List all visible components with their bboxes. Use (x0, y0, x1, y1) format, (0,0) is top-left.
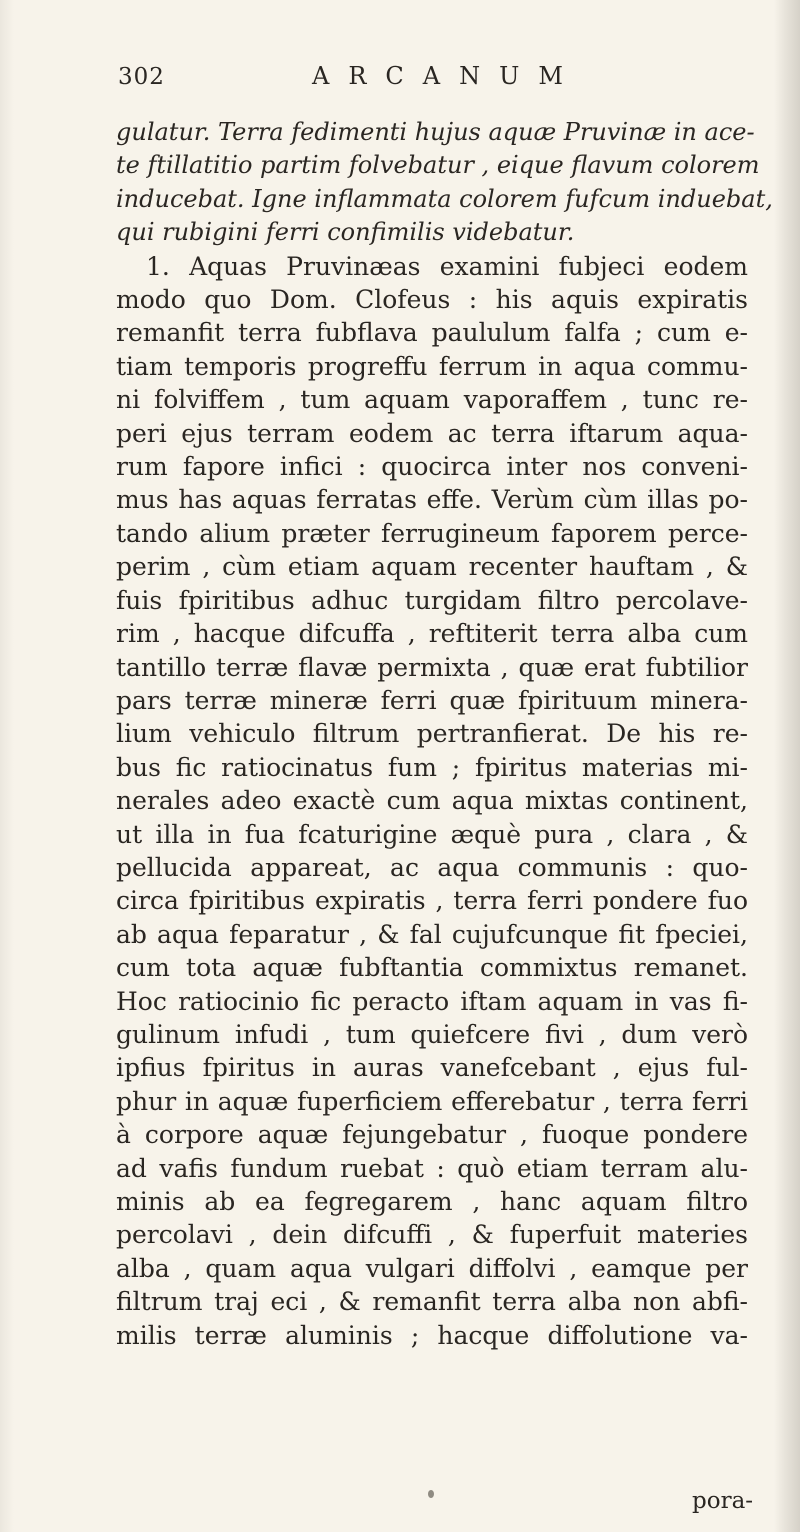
page-number: 302 (118, 64, 165, 90)
paragraph-start-line: 1. Aquas Pruvinæas examini fubjeci eodem (146, 251, 748, 281)
text-line: Hoc ratiocinio fic peracto iftam aquam in vas fi- (116, 986, 748, 1016)
ink-speck (428, 1490, 434, 1498)
text-line: te ftillatitio partim folvebatur , eique flavum colorem (116, 151, 760, 180)
page-left-edge-shadow (0, 0, 14, 1532)
text-line: modo quo Dom. Clofeus : his aquis expiratis (116, 285, 748, 315)
text-line: tiam temporis progreffu ferrum in aqua commu- (116, 351, 748, 381)
text-line: bus fic ratiocinatus fum ; fpiritus materias mi- (116, 752, 748, 782)
text-line: tantillo terræ flavæ permixta , quæ erat fubtilior (116, 652, 748, 682)
text-line: perim , cùm etiam aquam recenter hauftam , & (116, 552, 748, 582)
text-line: ad vafis fundum ruebat : quò etiam terram alu- (116, 1153, 748, 1183)
body-text (116, 116, 773, 1352)
text-line: ni folviffem , tum aquam vaporaffem , tunc re- (116, 385, 748, 415)
page-right-edge-shadow (774, 0, 800, 1532)
text-line: minis ab ea fegregarem , hanc aquam filtro (116, 1187, 748, 1216)
text-line: pars terræ mineræ ferri quæ fpirituum minera- (116, 685, 748, 715)
text-line: cum tota aquæ fubftantia commixtus remanet. (116, 953, 748, 983)
text-line: qui rubigini ferri confimilis videbatur. (116, 218, 575, 247)
text-line: rum fapore infici : quocirca inter nos conveni- (116, 452, 748, 482)
text-line: filtrum traj eci , & remanfit terra alba non abfi- (116, 1287, 748, 1317)
text-line: nerales adeo exactè cum aqua mixtas continent, (116, 786, 748, 816)
text-line: ut illa in fua fcaturigine æquè pura , clara , & (116, 819, 748, 849)
text-line: rim , hacque difcuffa , reftiterit terra alba cum (116, 619, 748, 649)
text-line: gulinum infudi , tum quiefcere fivi , dum verò (116, 1019, 748, 1049)
catchword: pora- (692, 1488, 754, 1514)
text-line: percolavi , dein difcuffi , & fuperfuit materies (116, 1220, 748, 1250)
text-line: circa fpiritibus expiratis , terra ferri pondere fuo (116, 886, 748, 916)
text-line: pellucida appareat, ac aqua communis : quo- (116, 852, 748, 882)
text-line: à corpore aquæ fejungebatur , fuoque pondere (116, 1120, 748, 1150)
text-line: gulatur. Terra fedimenti hujus aquæ Pruvinæ in ace- (116, 118, 755, 146)
text-line: fuis fpiritibus adhuc turgidam filtro percolave- (116, 585, 748, 615)
text-line: lium vehiculo filtrum pertranfierat. De his re- (116, 719, 748, 749)
text-line: ab aqua feparatur , & fal cujufcunque fit fpeciei, (116, 919, 748, 949)
text-line: inducebat. Igne inflammata colorem fufcum induebat, (116, 184, 773, 213)
running-head (118, 58, 738, 98)
text-line: mus has aquas ferratas effe. Verùm cùm illas po- (116, 485, 748, 515)
text-line: remanfit terra fubflava paululum falfa ; cum e- (116, 318, 748, 348)
text-line: peri ejus terram eodem ac terra iftarum aqua- (116, 418, 748, 448)
text-line: ipfius fpiritus in auras vanefcebant , ejus ful- (116, 1053, 748, 1083)
text-line: alba , quam aqua vulgari diffolvi , eamque per (116, 1253, 748, 1283)
text-line: milis terræ aluminis ; hacque diffolutione va- (116, 1320, 748, 1350)
text-line: phur in aquæ fuperficiem efferebatur , terra ferri (116, 1086, 748, 1116)
running-title: ARCANUM (312, 62, 582, 90)
text-line: tando alium præter ferrugineum faporem perce- (116, 518, 748, 548)
